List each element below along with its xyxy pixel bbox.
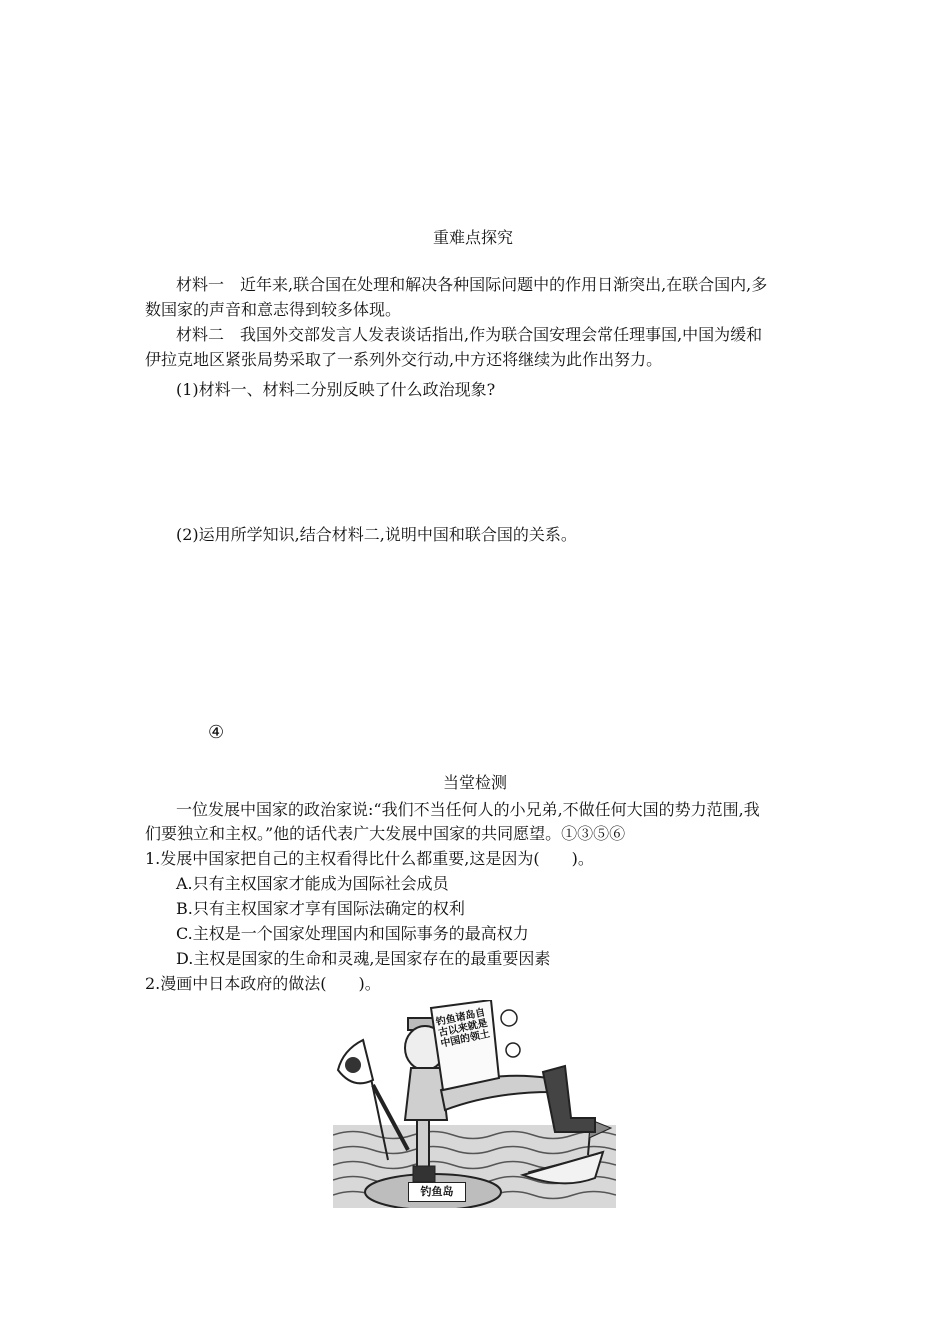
diaoyu-island-cartoon: [333, 1000, 616, 1208]
material-two-line-1: 材料二 我国外交部发言人发表谈话指出,作为联合国安理会常任理事国,中国为缓和: [176, 325, 763, 344]
scroll-claim-text: 钓鱼诸岛自古以来就是中国的领土: [435, 1007, 491, 1050]
section-title-key-points: 重难点探究: [433, 228, 514, 247]
question-2: (2)运用所学知识,结合材料二,说明中国和联合国的关系。: [176, 525, 577, 544]
option-a: A.只有主权国家才能成为国际社会成员: [176, 874, 449, 893]
material-one-line-2: 数国家的声音和意志得到较多体现。: [145, 300, 402, 319]
option-d: D.主权是国家的生命和灵魂,是国家存在的最重要因素: [176, 949, 551, 968]
question-1: (1)材料一、材料二分别反映了什么政治现象?: [176, 380, 496, 399]
test-question-1: 1.发展中国家把自己的主权看得比什么都重要,这是因为( )。: [145, 849, 594, 868]
material-one-line-1: 材料一 近年来,联合国在处理和解决各种国际问题中的作用日渐突出,在联合国内,多: [176, 275, 768, 294]
intro-line-1: 一位发展中国家的政治家说:“我们不当任何人的小兄弟,不做任何大国的势力范围,我: [176, 800, 760, 819]
circled-marker: ④: [208, 722, 225, 743]
option-c: C.主权是一个国家处理国内和国际事务的最高权力: [176, 924, 529, 943]
intro-line-2: 们要独立和主权。”他的话代表广大发展中国家的共同愿望。①③⑤⑥: [145, 824, 626, 843]
island-label: 钓鱼岛: [408, 1182, 466, 1202]
option-b: B.只有主权国家才享有国际法确定的权利: [176, 899, 465, 918]
test-question-2: 2.漫画中日本政府的做法( )。: [145, 974, 381, 993]
material-two-line-2: 伊拉克地区紧张局势采取了一系列外交行动,中方还将继续为此作出努力。: [145, 350, 663, 369]
section-title-classroom-test: 当堂检测: [443, 773, 508, 792]
